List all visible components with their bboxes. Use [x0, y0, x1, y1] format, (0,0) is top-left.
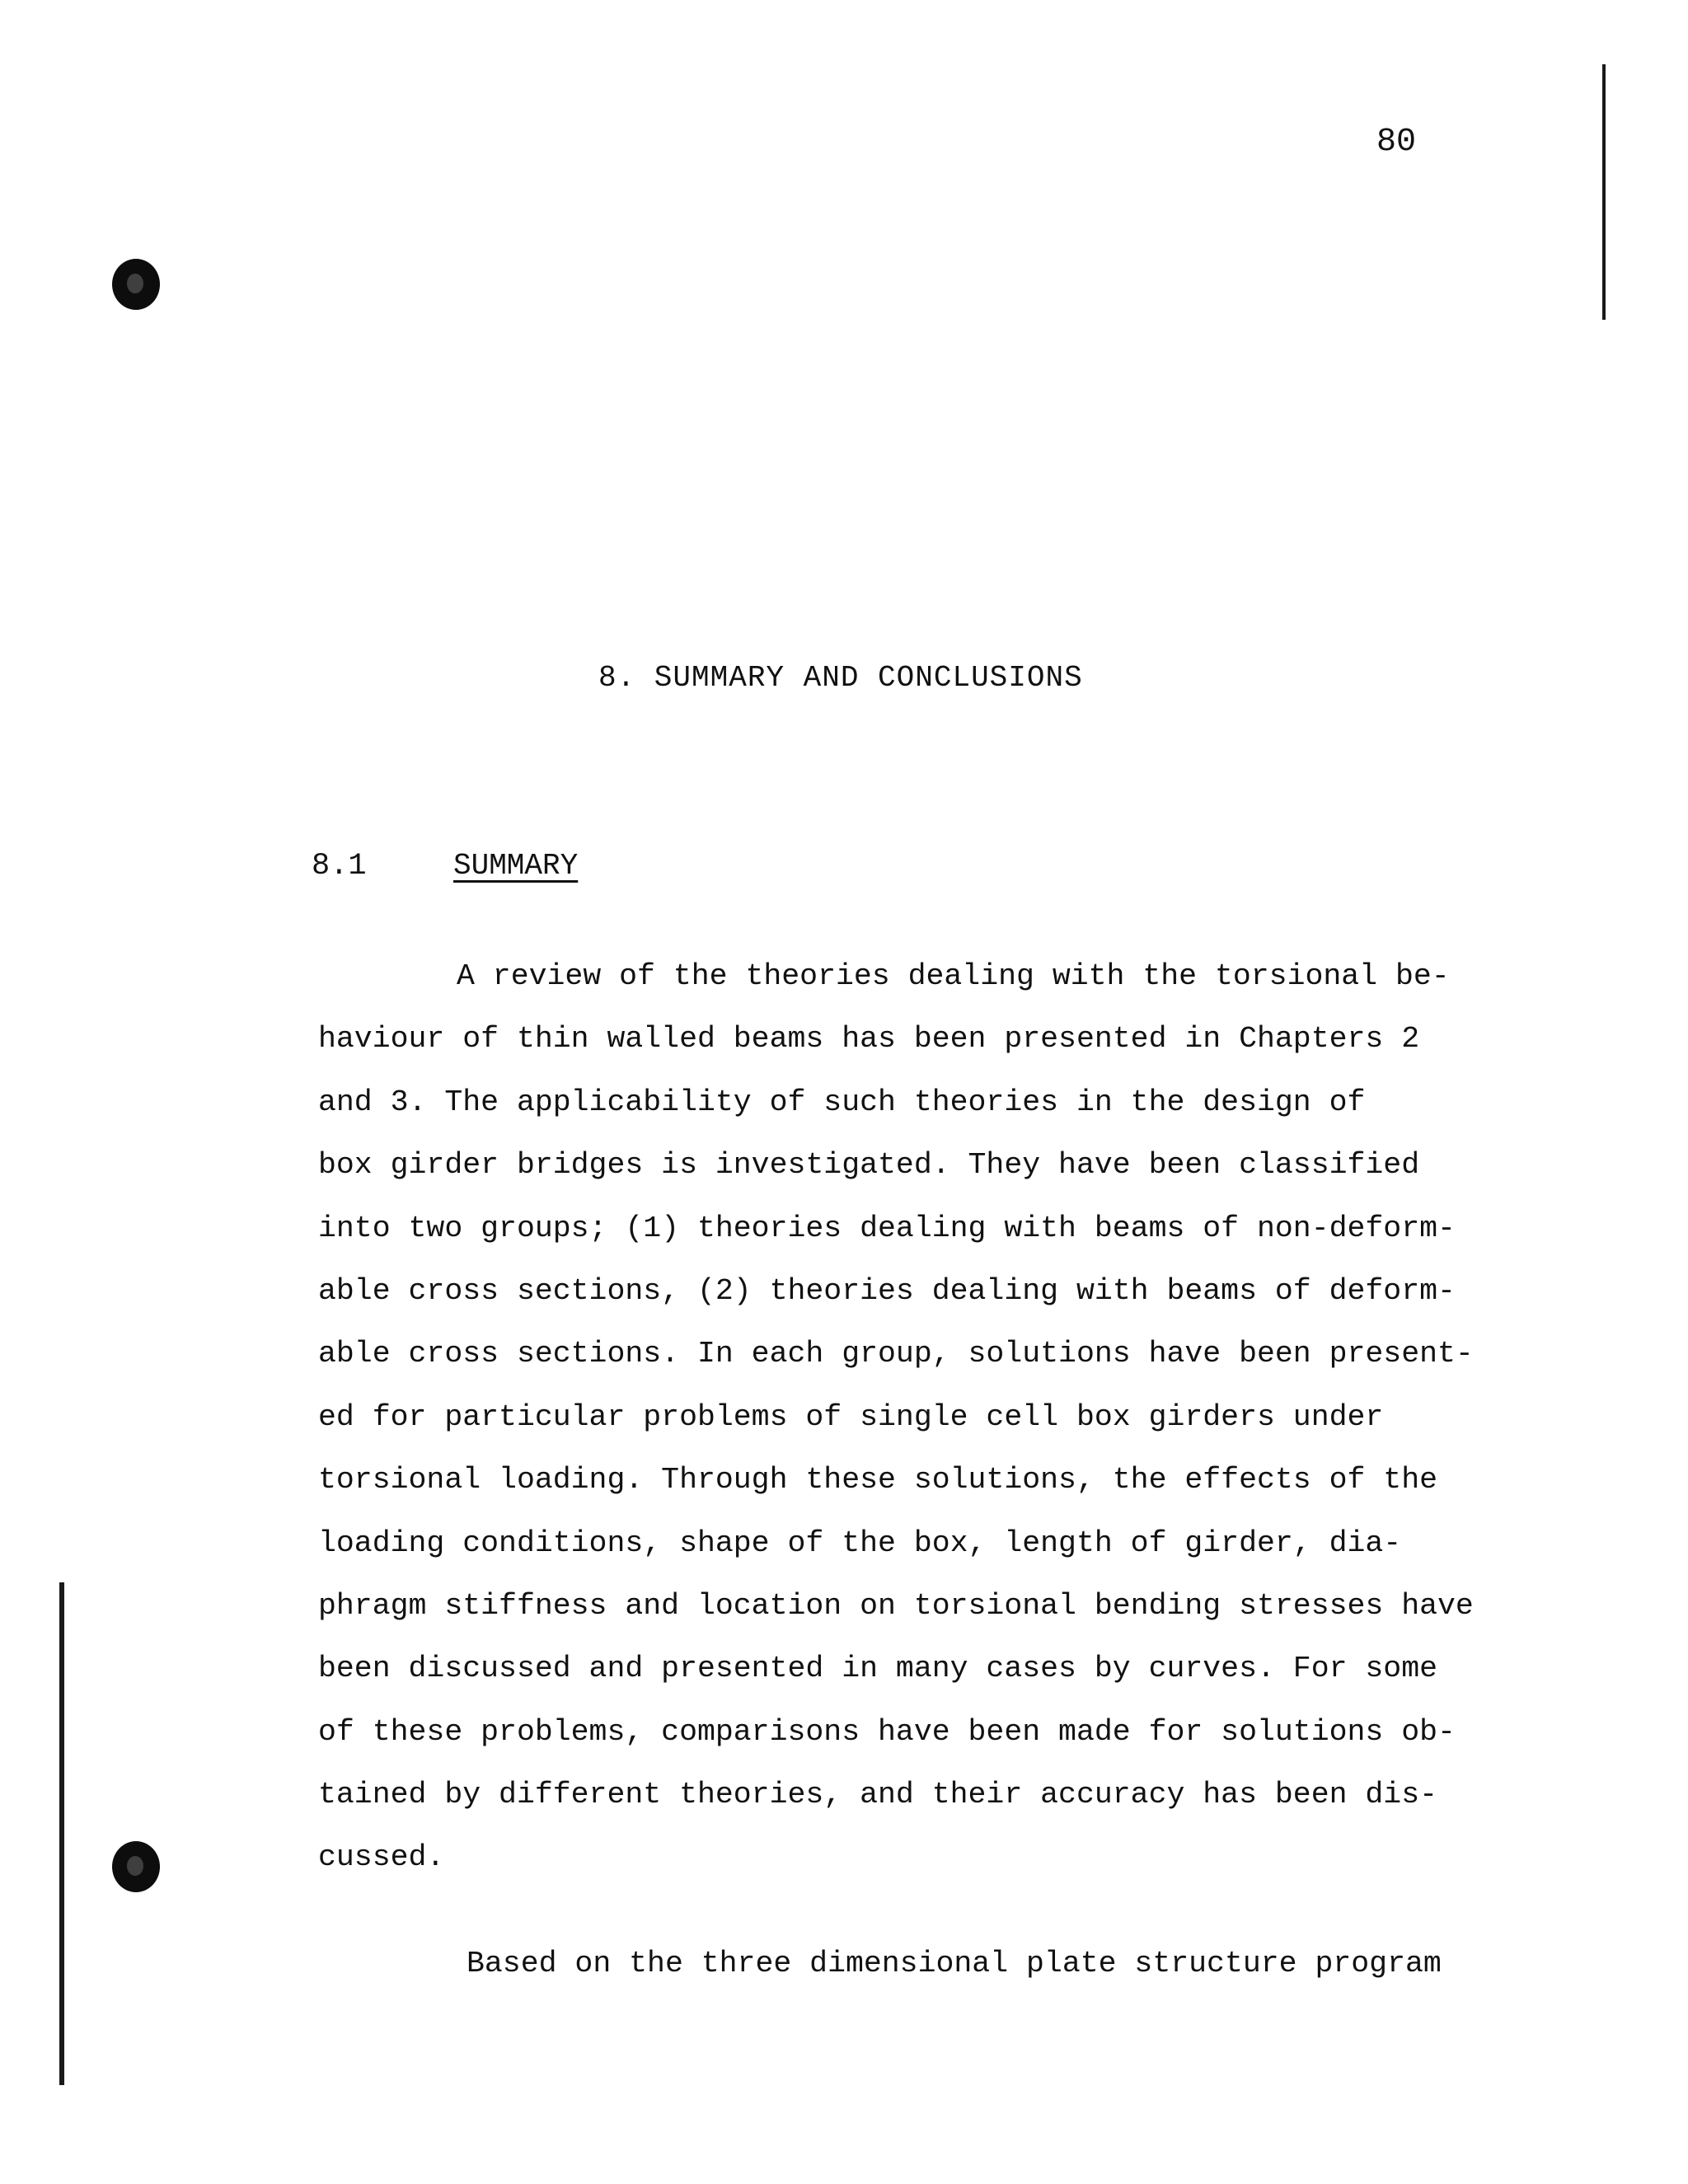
paragraph-line: ed for particular problems of single cell box girders under	[318, 1399, 1384, 1434]
paragraph-line: box girder bridges is investigated. They have been classified	[318, 1148, 1420, 1183]
paragraph-line: and 3. The applicability of such theories in the design of	[318, 1085, 1366, 1119]
page-edge-line-bottom	[59, 1582, 64, 2085]
paragraph-line: of these problems, comparisons have been made for solutions ob-	[318, 1714, 1456, 1749]
chapter-title: 8. SUMMARY AND CONCLUSIONS	[598, 661, 1083, 695]
paragraph-line: A review of the theories dealing with the torsional be-	[457, 959, 1450, 993]
punch-hole-top	[112, 259, 160, 310]
paragraph-line: loading conditions, shape of the box, length of girder, dia-	[318, 1526, 1402, 1560]
paragraph-line: into two groups; (1) theories dealing with beams of non-deform-	[318, 1211, 1456, 1245]
section-title: SUMMARY	[453, 849, 579, 883]
section-number: 8.1	[312, 849, 367, 883]
paragraph-line: torsional loading. Through these solutions, the effects of the	[318, 1463, 1438, 1497]
paragraph-2-first-line: Based on the three dimensional plate structure program	[467, 1947, 1442, 1980]
punch-hole-bottom	[112, 1841, 160, 1892]
paragraph-line: phragm stiffness and location on torsional bending stresses have	[318, 1588, 1474, 1623]
paragraph-line: cussed.	[318, 1840, 445, 1875]
summary-paragraph	[318, 956, 1489, 1900]
paragraph-line: able cross sections, (2) theories dealing with beams of deform-	[318, 1273, 1456, 1308]
paragraph-line: haviour of thin walled beams has been presented in Chapters 2	[318, 1022, 1420, 1057]
paragraph-line: been discussed and presented in many cases by curves. For some	[318, 1652, 1438, 1686]
paragraph-line: able cross sections. In each group, solutions have been present-	[318, 1337, 1474, 1371]
paragraph-line: tained by different theories, and their accuracy has been dis-	[318, 1778, 1438, 1812]
page-number: 80	[1376, 124, 1417, 161]
page-edge-line-top	[1602, 64, 1606, 320]
